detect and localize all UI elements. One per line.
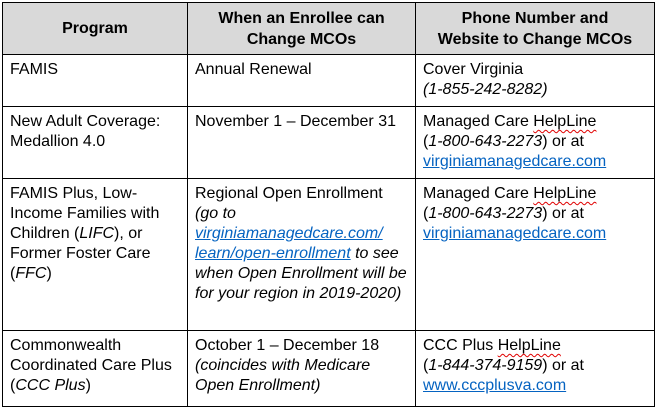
open-enrollment-link[interactable]: virginiamanagedcare.com/ learn/open-enrollment: [195, 225, 383, 262]
website-link[interactable]: virginiamanagedcare.com: [423, 225, 607, 242]
cell-when: [188, 55, 416, 107]
cell-contact: [416, 55, 655, 107]
program-abbr-lifc: LIFC: [79, 225, 115, 242]
contact-phone: 1-800-643-2273: [428, 133, 543, 150]
cell-contact: [416, 107, 655, 179]
program-part1: FAMIS Plus, Low-Income Families with Children (: [10, 185, 160, 242]
phone-open: (: [423, 205, 429, 222]
header-when-line2: Change MCOs: [246, 30, 357, 48]
mco-change-table: [2, 2, 655, 407]
phone-close: ) or at: [542, 357, 584, 374]
cell-program: [3, 179, 188, 331]
phone-close: ) or at: [542, 205, 584, 222]
contact-phone: (1-855-242-8282): [423, 81, 548, 98]
header-phone-line1: Phone Number and: [461, 9, 609, 27]
contact-phone: 1-800-643-2273: [428, 205, 543, 222]
when-note-pre: (go to: [195, 205, 236, 222]
cell-program: [3, 107, 188, 179]
contact-name-pre: Managed Care: [423, 113, 534, 130]
table-header-row: [3, 3, 655, 55]
program-name: FAMIS: [10, 61, 59, 78]
cell-program: [3, 331, 188, 407]
header-when: [188, 3, 416, 55]
cell-contact: [416, 331, 655, 407]
cell-contact: [416, 179, 655, 331]
when-note-post: to see when Open Enrollment will be for your region in 2019-2020): [195, 245, 407, 302]
contact-name-helpline: HelpLine: [533, 185, 597, 202]
contact-name-helpline: HelpLine: [497, 337, 561, 354]
cell-program: [3, 55, 188, 107]
program-name: New Adult Coverage: Medallion 4.0: [10, 113, 161, 150]
program-part1: Commonwealth Coordinated Care Plus (: [10, 337, 172, 394]
when-text: October 1 – December 18: [195, 337, 380, 354]
header-program-text: Program: [62, 20, 128, 37]
website-link[interactable]: www.cccplusva.com: [423, 377, 567, 394]
program-part3: ): [46, 265, 52, 282]
contact-name-helpline: HelpLine: [533, 113, 597, 130]
program-part2: ), or Former Foster Care (: [10, 225, 151, 282]
contact-name: Cover Virginia: [423, 61, 524, 78]
when-text: Regional Open Enrollment: [195, 185, 383, 202]
contact-name-pre: CCC Plus: [423, 337, 498, 354]
website-link[interactable]: virginiamanagedcare.com: [423, 153, 607, 170]
table-row-ccc-plus: [3, 331, 655, 407]
when-text: November 1 – December 31: [195, 113, 396, 130]
contact-phone: 1-844-374-9159: [428, 357, 543, 374]
phone-close: ) or at: [542, 133, 584, 150]
cell-when: [188, 107, 416, 179]
table-row-new-adult: [3, 107, 655, 179]
program-abbr-ffc: FFC: [15, 265, 47, 282]
header-phone-website: [416, 3, 655, 55]
program-abbr-ccc-plus: CCC Plus: [15, 377, 86, 394]
table-row-famis: [3, 55, 655, 107]
header-program: [3, 3, 188, 55]
contact-name-pre: Managed Care: [423, 185, 534, 202]
cell-when: [188, 179, 416, 331]
phone-open: (: [423, 133, 429, 150]
phone-open: (: [423, 357, 429, 374]
when-note: (coincides with Medicare Open Enrollment): [195, 357, 371, 394]
table-row-famis-plus: [3, 179, 655, 331]
cell-when: [188, 331, 416, 407]
when-text: Annual Renewal: [195, 61, 312, 78]
header-when-line1: When an Enrollee can: [218, 9, 385, 27]
header-phone-line2: Website to Change MCOs: [437, 30, 633, 48]
program-part2: ): [85, 377, 91, 394]
